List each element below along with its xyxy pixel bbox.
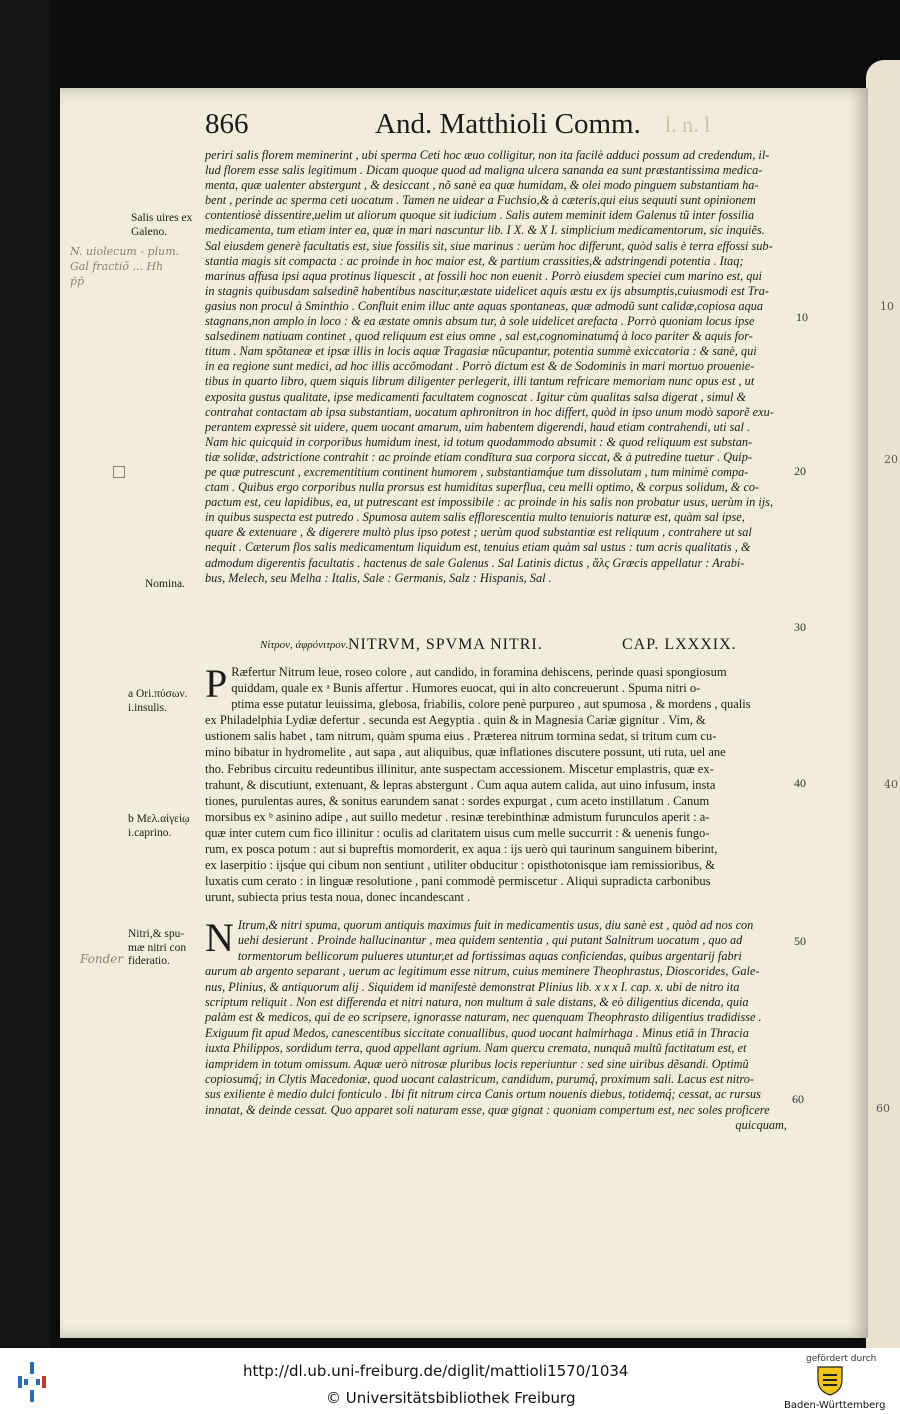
text-line: ex laserpitio : ijsq́ue qui cibum non sentiunt , utiliter obducitur : opisthotonisque iam remissioribus, & — [205, 858, 716, 873]
handwritten-annotation: N. uiolecum - plum. Gal fractiõ ... Hh p̄p̄ — [70, 245, 180, 288]
chapter-heading — [260, 636, 780, 656]
text-line: quæ inter cutem cum fico illinitur : oculis ad claritatem uisus cum melle succurrit : & uenenis fungo- — [205, 825, 710, 840]
viewer-footer — [0, 1348, 900, 1414]
text-line: urunt, subiecta prius testa noua, donec incandescant . — [205, 890, 471, 905]
text-line: quare & extenuare , & digerere multò plus ipso potest ; uerùm quod substantiæ est reliquum , contrahere ut sal — [205, 525, 752, 540]
margin-note-salis: Salis uires ex Galeno. — [131, 212, 193, 238]
chapter-number: CAP. LXXXIX. — [622, 636, 737, 653]
text-line: Nam hic quicquid in corporibus humidum inest, id totum quodammodo absumit : & quod reliquum est substan- — [205, 434, 753, 449]
text-line: tho. Febribus circuitu redeuntibus illinitur, ante suspectam accessionem. Miscetur emplastris, quæ ex- — [205, 761, 714, 776]
text-line: tibus in quarto libro, quem siquis librum diligenter perlegerit, illi tantum refricare memoriam nunc opus est , ut — [205, 374, 755, 389]
text-line: pactum est, ceu lapidibus, ea, ut putrescant est impossibile : ac proinde in his salis non probatur usus, uerùm in ijs, — [205, 495, 774, 510]
text-line: bus, Melech, seu Melha : Italis, Sale : Germanis, Salz : Hispanis, Sal . — [205, 570, 552, 585]
text-line: medicamenta, tum etiam inter ea, quæ in mari nascuntur lib. I X. & X I. simplicium medicamentorum, sic inquiẽs. — [205, 223, 765, 238]
text-line: tormentorum bellicorum pulueres utuntur,et ad fortissimas aquas conficiendas, quibus argentarij fabri — [237, 948, 742, 963]
text-line: luxatis cum cerato : in linguæ resolutione , pani commodè permiscetur . Aliqui supradicta carbonibus — [205, 874, 711, 889]
scan-edge — [0, 0, 50, 1348]
text-line: iampridem in totum omissum. Aquæ uerò nitrosæ pluribus locis reperiuntur : sed sine uiribus dẽsandi. Optimũ — [205, 1056, 749, 1071]
text-line: copiosumq́; in Clytis Macedoniæ, quod uocant calastricum, candidum, purumq́, proximum sali. Lacus est nitro- — [205, 1072, 754, 1087]
text-line: nus, Plinius, & antiquorum alij . Siquidem id manifestè demonstrat Plinius lib. x x x I. cap. x. ubi de nitro ita — [205, 979, 740, 994]
chapter-title: NITRVM, SPVMA NITRI. — [348, 636, 543, 653]
running-head: And. Matthioli Comm. — [375, 108, 641, 140]
handwritten-mark — [113, 466, 125, 478]
coat-of-arms-icon — [815, 1364, 845, 1396]
text-line: quicquam, — [735, 1118, 787, 1133]
text-line: ptima esse putatur leuissima, glebosa, friabilis, colore penè purpureo , aut spumosa , & mordens , qualis — [231, 697, 751, 712]
text-line: marinus affusa ipsi aqua protinus liquescit , at fossili hoc non euenit . Porrò eiusdem speciei cum marino est, qui — [205, 268, 762, 283]
text-line: innatat, & deinde cessat. Quo apparet soli naturam esse, quæ gignat : quoniam compertum est, nec soles proficere — [205, 1102, 770, 1117]
text-line: menta, quæ ualenter abstergunt , & desiccant , nõ sanè ea quæ humidam, & olei modo pinguem substantiam ha- — [205, 178, 759, 193]
margin-note-nomina: Nomina. — [145, 578, 185, 590]
text-line: contentiosè dissentire,uelim ut aliorum quoque sit iudicium . Salis autem meminit idem Galenus tũ inter fossilia — [205, 208, 755, 223]
text-line: mino bibatur in hydromelite , aut sapa , aut aliquibus, quæ inflationes discutere possunt, uti ruta, uel ane — [205, 745, 726, 760]
line-number: 20 — [794, 464, 806, 478]
text-line: contrahat contactam ab ipsa substantiam, uocatum aphronitron in hoc differt, quòd in ipso unum modò saporẽ exu- — [205, 404, 774, 419]
text-line: in stagnis quibusdam salsedinẽ habentibus nascitur,æstate uidelicet aquis æstu ex ijs absumptis,cuiusmodi est Tra- — [205, 283, 769, 298]
text-line: pe quæ putrescunt , excrementitium continent humorem , substantiamq́ue tum dissolutam , tum minimè compa- — [205, 464, 749, 479]
handwritten-annotation: Fonder — [80, 952, 124, 966]
text-line: ustionem salis habet , tam nitrum, quàm spuma eius . Præterea nitrum tormina sedat, si tritum cum cu- — [205, 729, 717, 744]
page-header — [205, 108, 805, 144]
text-line: Sal eiusdem generè facultatis est, siue fossilis sit, siue marinus : uerùm hoc differunt, quòd salis è terra effossi sub- — [205, 238, 773, 253]
text-line: iuxta Philippos, sordidum terra, quod appellant agrium. Nam quercu cremata, nunquã multũ factitatum est, et — [205, 1041, 747, 1056]
line-number: 60 — [792, 1092, 804, 1106]
bleed-through-text: l. n. l — [665, 112, 711, 137]
text-line: aurum ab argento separant , uerum ac legitimum esse nitrum, cuius meminere Theophrastus, Dioscorides, Gale- — [205, 964, 760, 979]
line-number: 50 — [794, 934, 806, 948]
line-number: 30 — [794, 620, 806, 634]
sponsor-name: Baden-Württemberg — [784, 1400, 886, 1411]
library-logo-icon — [18, 1362, 46, 1402]
margin-note-nitri: Nitri,& spu- mæ nitri con fideratio. — [128, 928, 187, 967]
text-line: stagnans,non amplo in loco : & ea æstate omnis absum tur, à sole uidelicet arefacta . Porrò quoniam locus ipse — [205, 314, 755, 329]
text-line: Exiguum fit apud Medos, canescentibus siccitate conuallibus, quod uocant halmirhaga . Minus etiã in Thracia — [205, 1025, 749, 1040]
section-nitri-consideratio — [205, 915, 787, 1134]
folio-number: 866 — [205, 108, 249, 140]
section-nitrum-dioscorides — [205, 661, 787, 905]
text-line: quiddam, quale ex ᵃ Bunis affertur . Humores euocat, qui in alto concreuerunt . Spuma nitri o- — [231, 681, 701, 696]
margin-note-ori: a Ori.πύσων. i.insulis. — [128, 688, 188, 714]
text-line: bent , perinde ac sperma ceti uocatum . Tamen ne uidear a Fuchsio,& à cæteris,qui eius sequuti sunt opinionem — [205, 193, 756, 208]
text-line: palàm est & medicos, qui de eo scripsere, ignorasse naturam, nec quenquam Theophrasto diligentius tradidisse . — [205, 1010, 762, 1025]
permalink-url[interactable]: http://dl.ub.uni-freiburg.de/diglit/mattioli1570/1034 — [243, 1362, 629, 1380]
text-line: admodum digerentis facultatis . hactenus de sale Galenus . Sal Latinis dictus , ἅλς Græcis appellatur : Arabi- — [205, 555, 745, 570]
drop-capital: N — [205, 915, 234, 960]
text-line: perantem expressè sit uidere, quem uocant amarum, uim habentem digerendi, haud etiam contrahendi, uti sal . — [205, 419, 751, 434]
text-line: ex Philadelphia Lydiæ defertur . secunda est Aegyptia . quin & in Magnesia Cariæ gignitur . Vim, & — [205, 713, 706, 728]
text-line: uehi desierunt . Proinde hallucinantur , mea quidem sententia , qui putant Salnitrum uocatum , quo ad — [237, 933, 743, 948]
chapter-greek-title: Νίτρον, ἀφρόνιτρον. — [260, 639, 349, 651]
text-line: scriptum reliquit . Non est differenda et nitri natura, non multum à sale distans, & eò diligentius dicenda, quia — [205, 995, 749, 1010]
text-line: sus exiliente è medio dulci fonticulo . Ibi fit nitrum circa Canis ortum nouenis diebus, totidemq́; cessat, ac rursus — [205, 1087, 761, 1102]
line-number: 40 — [794, 776, 806, 790]
sponsor-label: gefördert durch — [806, 1354, 877, 1364]
text-line: gasius non procul à Sminthio . Confluit enim illuc ante aquas spontaneas, quæ admodũ sunt calidæ,copiosa aqua — [205, 298, 764, 313]
text-line: rum, ex posca potum : aut si bupreftis momorderit, ex aqua : ijs uerò qui taurinum sanguinem biberint, — [205, 842, 718, 857]
text-line: nequit . Cæterum flos salis medicamentum liquidum est, tenuius etiam quàm sal ustus : tum acris qualitatis , & — [205, 540, 751, 555]
text-line: Itrum,& nitri spuma, quorum antiquis maximus fuit in medicamentis usus, diu sanè est , quòd ad nos con — [237, 918, 754, 932]
line-number: 10 — [796, 310, 808, 324]
next-page-number: 20 — [884, 453, 898, 466]
margin-note-meli: b Μελ.αἰγείῳ i.caprino. — [128, 813, 190, 839]
text-line: lud florem esse salis legitimum . Dicam quoque quod ad maligna ulcera sananda ea sunt præstantissima medica- — [205, 163, 763, 178]
facing-page-edge — [866, 60, 900, 1348]
text-line: trahunt, & discutiunt, extenuant, & lepras abstergunt . Cum aqua autem calida, aut uino infusum, insta — [205, 777, 716, 792]
next-page-number: 10 — [880, 300, 894, 313]
text-line: exposita gustus qualitate, ipse medicamenti facultatem cognoscat . Igitur cùm qualitas salsa digerat , simul & — [205, 389, 747, 404]
text-line: in ea regione sunt medici, ad hoc illis accõmodant . Porrò dictum est & de Sodominis in mari mortuo prouenie- — [205, 359, 755, 374]
drop-capital: P — [205, 661, 228, 706]
next-page-number: 60 — [876, 1102, 890, 1115]
text-line: periri salis florem meminerint , ubi sperma Ceti hoc æuo colligitur, non ita facilè adduci possum ad credendum, il- — [205, 148, 770, 162]
text-line: stantia magis sit compacta : ac proinde in hoc maior est, & partium crassities,& adstringendi potentia . Itaq; — [205, 253, 744, 268]
text-line: ctam . Quibus ergo corporibus nulla prorsus est humiditas superflua, ceu melli optimo, & corpus solidum, & co- — [205, 480, 760, 495]
copyright-notice: © Universitätsbibliothek Freiburg — [326, 1389, 576, 1407]
next-page-number: 40 — [884, 778, 898, 791]
text-line: morsibus ex ᵇ asinino adipe , aut suillo medetur . resinæ terebinthinæ admistum furunculos aperit : a- — [205, 809, 710, 824]
text-line: salsedinem natiuam continet , quod reliquum est eius omne , sal est,cognominatumq́ à loco pariter & aquis for- — [205, 329, 753, 344]
section-sal-galenus — [205, 148, 795, 586]
text-line: in quibus suspecta est putredo . Spumosa autem salis efflorescentia multo tenuioris naturæ est, quàm sal ipse, — [205, 510, 745, 525]
text-line: tiones, purulentas aures, & sonitus earundem sanat : sordes expurgat , cum aceto instillatum . Canum — [205, 793, 710, 808]
text-line: titum . Nam spõtaneæ et ipsæ illis in locis aquæ Tragasiæ nũcupantur, potentia summè exiccatoria : & sanè, qui — [205, 344, 757, 359]
text-line: tiæ solidæ, adstrictione contrahit : ac proinde etiam condītura sua corpora siccat, & à putredine tuetur . Quip- — [205, 449, 752, 464]
text-line: Ræfertur Nitrum leue, roseo colore , aut candido, in foramina dehiscens, perinde quasi spongiosum — [231, 665, 727, 679]
